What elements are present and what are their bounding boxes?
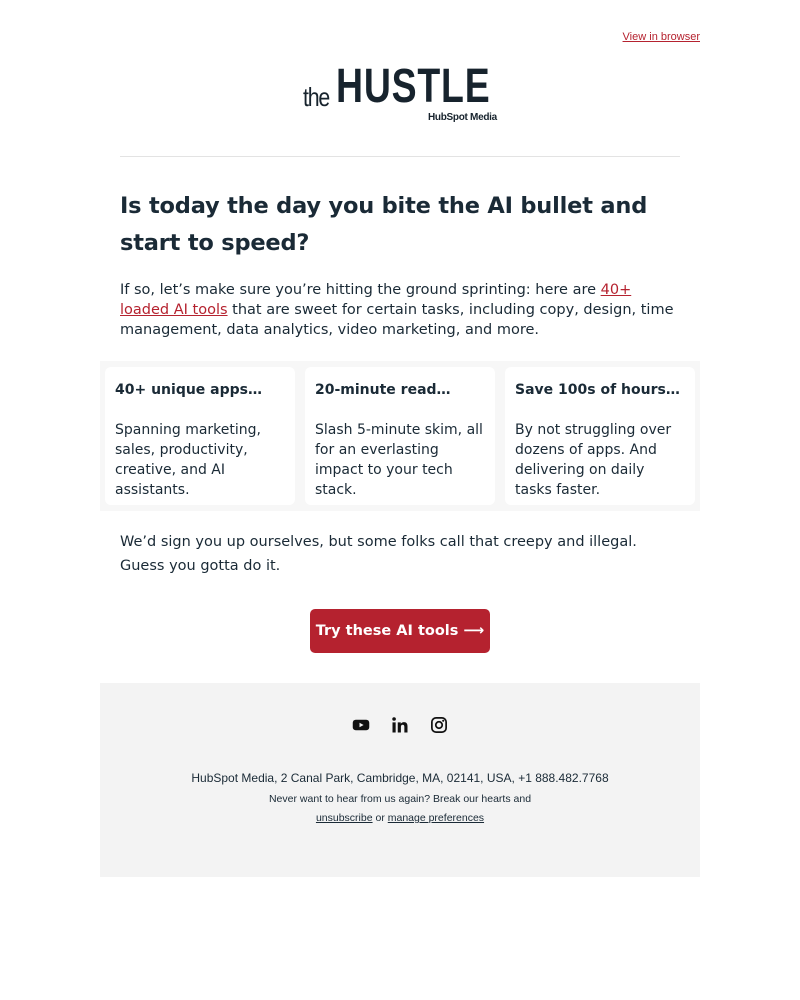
logo-prefix: the <box>303 82 329 112</box>
manage-preferences-link[interactable]: manage preferences <box>387 812 485 824</box>
social-links <box>100 716 700 734</box>
the-hustle-logo[interactable] <box>303 60 503 128</box>
linkedin-icon[interactable] <box>391 716 409 734</box>
card-body: Spanning marketing, sales, productivity, creative, and AI assistants. <box>115 422 261 498</box>
card-title: 40+ unique apps… <box>115 382 262 398</box>
logo-byline: HubSpot Media <box>428 112 497 123</box>
card-body: Slash 5-minute skim, all for an everlasting impact to your tech stack. <box>315 422 483 498</box>
footer <box>100 683 700 877</box>
card-title: Save 100s of hours… <box>515 382 680 398</box>
try-ai-tools-button[interactable]: Try these AI tools ⟶ <box>310 609 490 653</box>
feature-card-apps <box>105 367 295 505</box>
intro-text-before: If so, let’s make sure you’re hitting the ground sprinting: here are <box>120 282 601 298</box>
logo-wordmark: HUSTLE <box>336 60 491 113</box>
card-body: By not struggling over dozens of apps. And delivering on daily tasks faster. <box>515 422 672 498</box>
instagram-icon[interactable] <box>430 716 448 734</box>
company-address: HubSpot Media, 2 Canal Park, Cambridge, MA, 02141, USA, +1 888.482.7768 <box>191 771 609 785</box>
ai-tools-link[interactable]: 40+ loaded AI tools <box>120 282 632 318</box>
feature-cards <box>100 361 700 511</box>
unsubscribe-link[interactable]: unsubscribe <box>315 812 373 824</box>
unsubscribe-prompt: Never want to hear from us again? Break our hearts and <box>268 793 532 805</box>
intro-paragraph <box>120 280 680 340</box>
article-headline: Is today the day you bite the AI bullet and start to speed? <box>120 193 648 256</box>
feature-card-save <box>505 367 695 505</box>
or-text: or <box>372 812 388 824</box>
card-title: 20-minute read… <box>315 382 451 398</box>
header-divider <box>120 156 680 157</box>
footer-links <box>100 812 700 824</box>
feature-card-read <box>305 367 495 505</box>
outro-paragraph: We’d sign you up ourselves, but some folks call that creepy and illegal. Guess you gotta do it. <box>120 534 637 574</box>
youtube-icon[interactable] <box>352 716 370 734</box>
intro-text-after: that are sweet for certain tasks, including copy, design, time management, data analytics, video marketing, and more. <box>120 302 674 338</box>
view-in-browser-link[interactable]: View in browser <box>622 31 700 43</box>
